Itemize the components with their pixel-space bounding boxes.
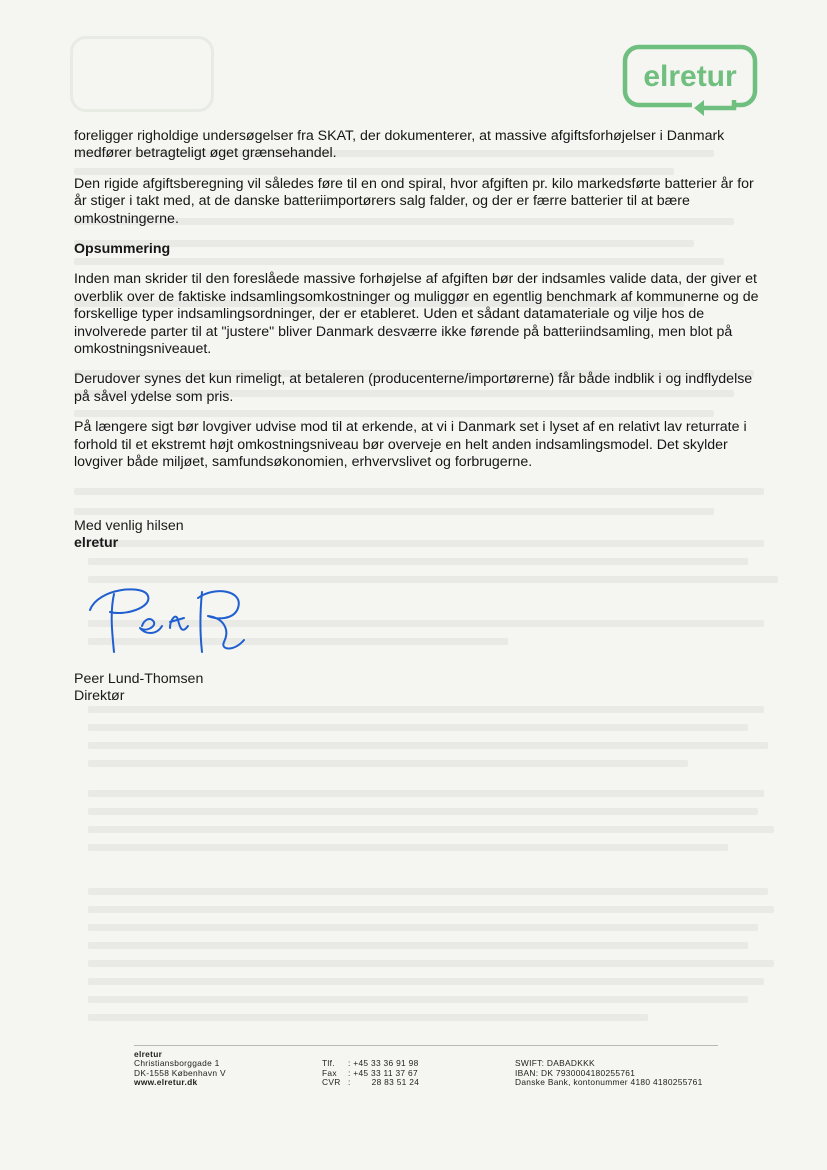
cvr-label: CVR — [322, 1077, 341, 1088]
signer-name: Peer Lund-Thomsen — [74, 671, 204, 687]
ghost-line — [88, 942, 748, 949]
ghost-line — [88, 724, 748, 731]
ghost-line — [88, 996, 748, 1003]
footer-website[interactable]: www.elretur.dk — [134, 1077, 198, 1088]
paragraph: Derudover synes det kun rimeligt, at betaleren (producenterne/importørerne) får både indblik i og indflydelse på såvel ydelse som pris. — [74, 371, 753, 405]
signer-title: Direktør — [74, 688, 125, 705]
ghost-line — [88, 760, 688, 767]
fax-value: : +45 33 11 37 67 — [348, 1067, 418, 1078]
paragraph: foreligger righoldige undersøgelser fra SKAT, der dokumenterer, at massive afgiftsforhøjelser i Danmark medfører betragteligt øget grænsehandel. — [74, 128, 725, 162]
ghost-line — [88, 826, 774, 833]
footer-bank-account: Danske Bank, kontonummer 4180 4180255761 — [515, 1077, 703, 1088]
ghost-line — [88, 844, 728, 851]
section-heading: Opsummering — [74, 241, 171, 258]
footer-address-line2: DK-1558 København V — [134, 1067, 226, 1078]
footer-swift: SWIFT: DABADKKK — [515, 1058, 595, 1069]
footer-bank — [515, 1050, 703, 1088]
handwritten-signature — [84, 582, 254, 662]
ghost-line — [74, 508, 714, 515]
footer-cvr-row — [322, 1078, 419, 1087]
ghost-line — [88, 790, 764, 797]
ghost-line — [88, 1014, 648, 1021]
ghost-line — [88, 924, 758, 931]
ghost-line — [88, 808, 758, 815]
signer-block — [74, 671, 203, 706]
ghost-logo — [70, 36, 214, 112]
ghost-line — [88, 742, 768, 749]
elretur-logo — [622, 44, 758, 118]
paragraph: På længere sigt bør lovgiver udvise mod til at erkende, at vi i Danmark set i lyset af en relativt lav returrate i forhold til et ekstremt højt omkostningsniveau bør overveje en helt anden indsamlingsmodel. Det skylder lovgiver både miljøet, samfundsøkonomien, erhvervslivet og forbrugerne. — [74, 419, 747, 471]
phone-value: : +45 33 36 91 98 — [348, 1058, 419, 1069]
logo-wordmark: elretur — [643, 60, 737, 93]
closing-company: elretur — [74, 535, 119, 552]
phone-label: Tlf. — [322, 1058, 335, 1069]
ghost-line — [88, 540, 764, 547]
greeting: Med venlig hilsen — [74, 518, 184, 534]
closing — [74, 518, 184, 553]
ghost-line — [88, 960, 774, 967]
footer-company: elretur — [134, 1049, 163, 1059]
footer-address — [134, 1050, 226, 1088]
footer-contact — [322, 1050, 419, 1088]
ghost-line — [88, 906, 774, 913]
ghost-line — [88, 978, 764, 985]
paragraph: Den rigide afgiftsberegning vil således føre til en ond spiral, hvor afgiften pr. kilo markedsførte batterier år for år stiger i takt med, at de danske batteriimportørers salg falder, og der er færre batterier til at bære omkostningerne. — [74, 175, 754, 227]
ghost-line — [88, 558, 748, 565]
footer-iban: IBAN: DK 7930004180255761 — [515, 1067, 636, 1078]
ghost-line — [88, 888, 768, 895]
letter-body — [74, 128, 764, 485]
footer-divider — [134, 1045, 718, 1046]
ghost-line — [88, 706, 764, 713]
fax-label: Fax — [322, 1067, 337, 1078]
paragraph: Inden man skrider til den foreslåede massive forhøjelse af afgiften bør der indsamles valide data, der giver et overblik over de faktiske indsamlingsomkostninger og muliggør en egentlig benchmark af kommunerne og de forskellige typer indsamlingsordninger, der er etableret. Uden et sådant datamateriale og vilje hos de involverede parter til at "justere" bliver Danmark desværre ikke førende på batteriindsamling, men blot på omkostningsniveauet. — [74, 271, 759, 358]
ghost-line — [74, 488, 764, 495]
cvr-value: : 28 83 51 24 — [348, 1077, 420, 1088]
footer-address-line1: Christiansborggade 1 — [134, 1058, 220, 1069]
